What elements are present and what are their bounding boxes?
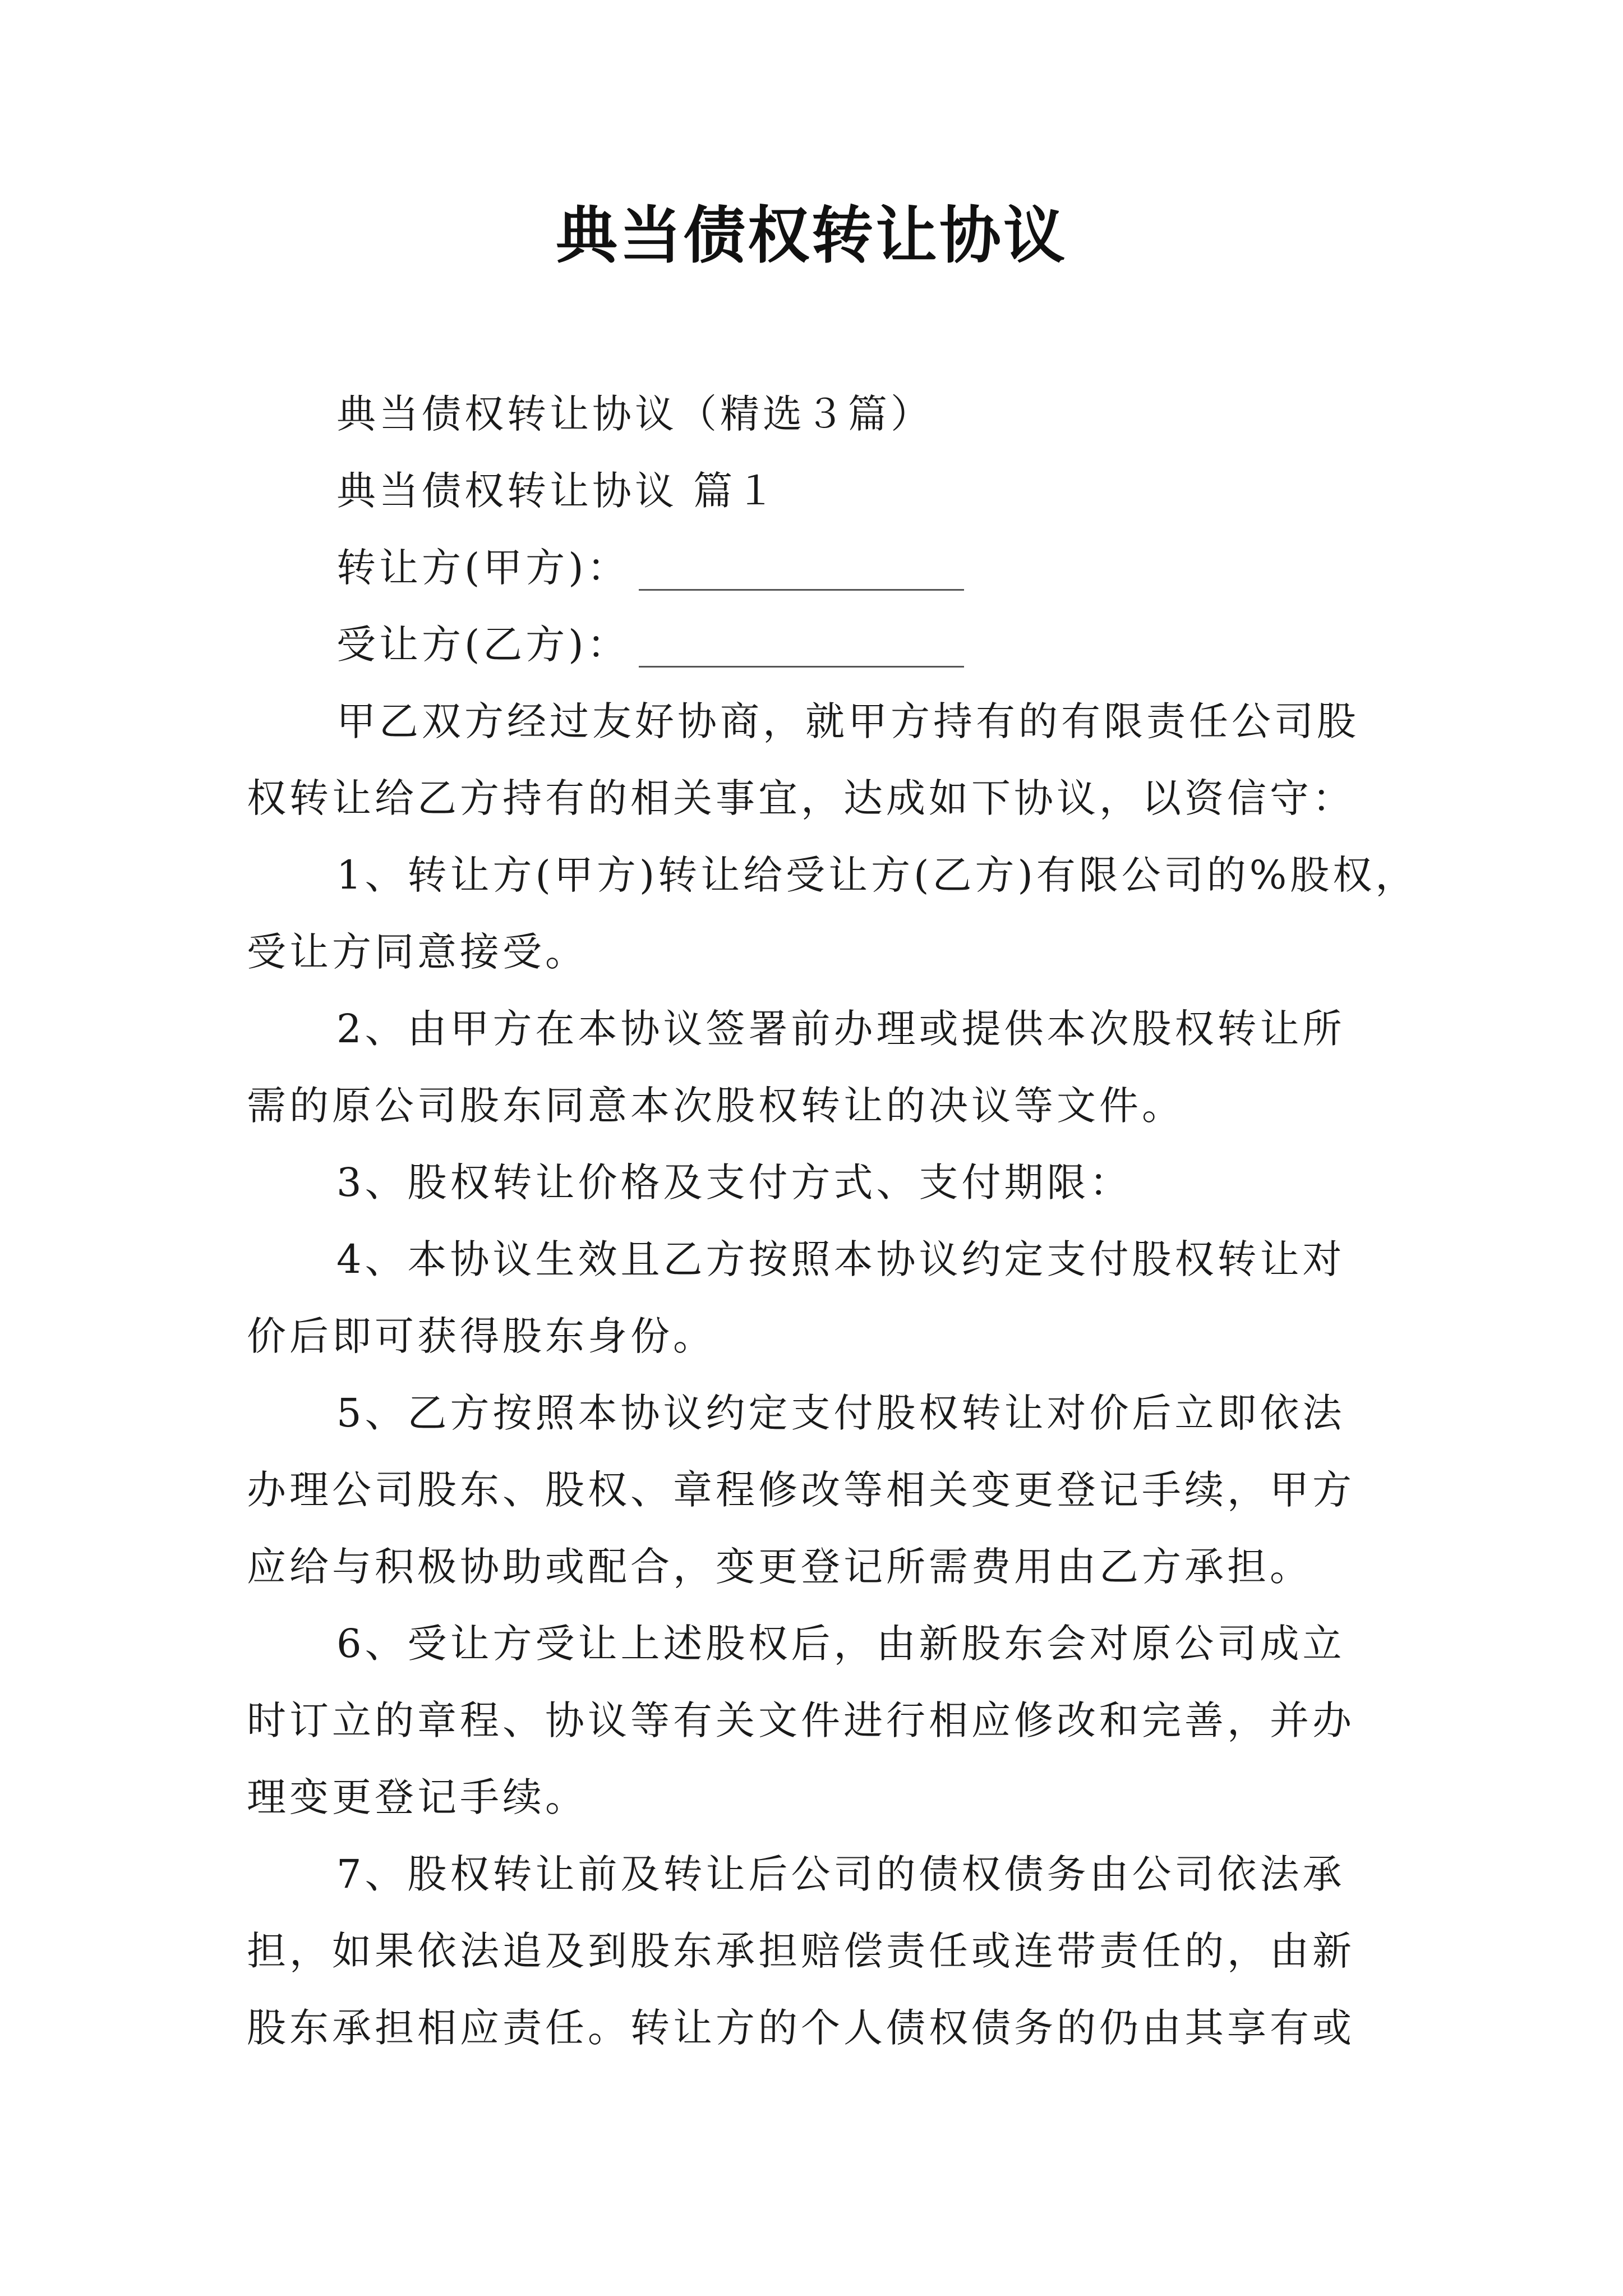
- paragraph-line: 担，如果依法追及到股东承担赔偿责任或连带责任的，由新: [247, 1928, 1355, 1974]
- paragraph-line: 3、股权转让价格及支付方式、支付期限：: [336, 1159, 1132, 1205]
- paragraph-line: 价后即可获得股东身份。: [247, 1313, 716, 1359]
- paragraph-line: 办理公司股东、股权、章程修改等相关变更登记手续，甲方: [247, 1467, 1355, 1513]
- document-body: [247, 376, 1418, 2067]
- transferee-label: 受让方(乙方)：: [336, 622, 630, 668]
- paragraph-line: 权转让给乙方持有的相关事宜，达成如下协议，以资信守：: [247, 775, 1355, 821]
- paragraph-intro: [247, 683, 1380, 837]
- paragraph-clause-5: [247, 1375, 1380, 1605]
- paragraph-line: 6、受让方受让上述股权后，由新股东会对原公司成立: [336, 1621, 1345, 1667]
- paragraph-line: 时订立的章程、协议等有关文件进行相应修改和完善，并办: [247, 1697, 1355, 1743]
- document-subtitle: 典当债权转让协议（精选３篇）: [336, 391, 933, 437]
- transferor-label: 转让方(甲方)：: [336, 545, 630, 591]
- paragraph-line: 1、转让方(甲方)转让给受让方(乙方)有限公司的%股权，: [336, 852, 1418, 898]
- paragraph-clause-4: [247, 1221, 1380, 1375]
- paragraph-line: 甲乙双方经过友好协商，就甲方持有的有限责任公司股: [336, 698, 1359, 744]
- paragraph-line: 应给与积极协助或配合，变更登记所需费用由乙方承担。: [247, 1544, 1312, 1590]
- paragraph-line: 5、乙方按照本协议约定支付股权转让对价后立即依法: [336, 1390, 1345, 1436]
- paragraph-clause-1: [247, 837, 1418, 991]
- transferee-field: [247, 606, 1380, 683]
- paragraph-clause-6: [247, 1605, 1380, 1836]
- paragraph-line: 7、股权转让前及转让后公司的债权债务由公司依法承: [336, 1851, 1345, 1897]
- paragraph-line: 理变更登记手续。: [247, 1774, 588, 1820]
- transferee-blank-line: [639, 632, 964, 668]
- paragraph-line: 受让方同意接受。: [247, 929, 588, 975]
- paragraph-line: 2、由甲方在本协议签署前办理或提供本次股权转让所: [336, 1006, 1345, 1052]
- paragraph-line: 股东承担相应责任。转让方的个人债权债务的仍由其享有或: [247, 2005, 1355, 2051]
- paragraph-clause-2: [247, 991, 1380, 1144]
- paragraph-line: 4、本协议生效且乙方按照本协议约定支付股权转让对: [336, 1236, 1345, 1282]
- document-title: 典当债权转让协议: [556, 200, 1067, 272]
- paragraph-clause-7: [247, 1836, 1380, 2067]
- transferor-blank-line: [639, 555, 964, 591]
- paragraph-clause-3: [247, 1144, 1380, 1221]
- section-heading: 典当债权转让协议 篇１: [336, 468, 779, 514]
- paragraph-line: 需的原公司股东同意本次股权转让的决议等文件。: [247, 1083, 1184, 1129]
- transferor-field: [247, 530, 1380, 606]
